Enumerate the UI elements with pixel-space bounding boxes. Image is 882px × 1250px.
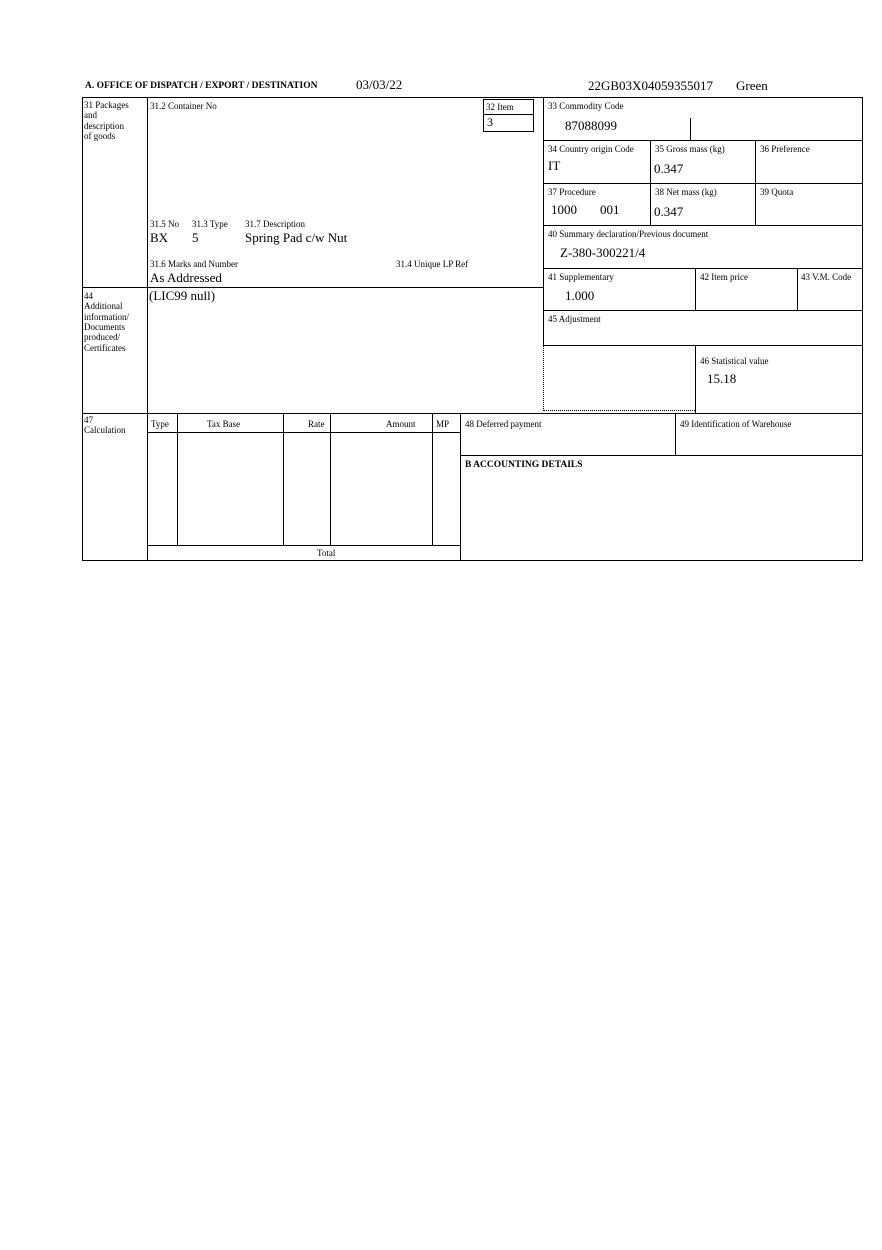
dispatch-date: 03/03/22 [356,77,403,92]
calc-col-header-taxbase: Tax Base [207,419,241,429]
vm-code-label: 43 V.M. Code [801,272,852,282]
net-mass-value: 0.347 [654,204,684,219]
stat-area-dotted-left-line [543,345,544,411]
box44-side-label-line1: 44 [84,291,93,301]
box44-side-label-line3: information/ [84,311,129,322]
box40-bottom-line [543,268,863,269]
center-divider-line [543,97,544,345]
deferred-payment-label: 48 Deferred payment [465,419,542,429]
preference-label: 36 Preference [760,144,810,154]
item-price-label: 42 Item price [700,272,748,282]
box47-side-label-line1: 47 [84,415,93,425]
box47-side-label [84,415,126,436]
calc-col-header-amount: Amount [386,419,416,429]
packages-type-label: 31.3 Type [192,219,228,229]
gross-mass-label: 35 Gross mass (kg) [655,144,725,154]
box31-side-label-line4: of goods [84,131,116,142]
item-box-right-line [533,99,534,132]
box33-bottom-line [543,140,863,141]
warehouse-id-label: 49 Identification of Warehouse [680,419,792,429]
calc-col-header-mp: MP [436,419,450,429]
country-origin-value: IT [548,158,561,173]
box34-35-divider [650,140,651,225]
box47-side-label-line2: Calculation [84,425,126,436]
goods-description-label: 31.7 Description [245,219,305,229]
box31-side-label-line2: and [84,110,97,121]
additional-information-value: (LIC99 null) [149,288,216,303]
packages-type-value: 5 [192,230,199,245]
box44-side-label-line5: produced/ [84,332,120,343]
calc-col-amount-line [432,413,433,545]
box45-bottom-line [543,345,863,346]
box44-side-label-line4: Documents [84,322,125,333]
procedure-code-secondary-value: 001 [600,202,620,217]
box41-42-divider [695,268,696,310]
box31-side-label [84,100,129,141]
calc-table-header-line [147,432,461,433]
form-top-border [82,97,863,98]
box41-row-bottom-line [543,310,863,311]
container-no-label: 31.2 Container No [150,101,217,111]
side-label-column-line [147,97,148,561]
box35-36-divider [755,140,756,225]
box48-bottom-line [460,455,863,456]
summary-declaration-value: Z-380-300221/4 [560,245,646,260]
gross-mass-value: 0.347 [654,161,684,176]
routing-indicator: Green [736,78,768,93]
mrn-number: 22GB03X04059355017 [588,78,713,93]
net-mass-label: 38 Net mass (kg) [655,187,717,197]
accounting-details-label: B ACCOUNTING DETAILS [465,460,583,470]
box44-side-label [84,291,129,353]
calc-col-taxbase-line [283,413,284,545]
quota-label: 39 Quota [760,187,794,197]
supplementary-units-value: 1.000 [565,288,595,303]
supplementary-units-label: 41 Supplementary [548,272,614,282]
item-box-bottom-line [483,131,534,132]
country-origin-label: 34 Country origin Code [548,144,634,154]
box42-43-divider [797,268,798,310]
summary-declaration-label: 40 Summary declaration/Previous document [548,229,709,239]
box44-side-label-line6: Certificates [84,342,126,353]
marks-numbers-value: As Addressed [150,270,222,285]
item-box-top-line [483,99,534,100]
goods-description-value: Spring Pad c/w Nut [245,230,348,245]
statistical-value-value: 15.18 [707,371,737,386]
calc-col-header-type: Type [151,419,169,429]
calc-col-header-rate: Rate [308,419,325,429]
commodity-code-value: 87088099 [565,118,617,133]
unique-lp-ref-label: 31.4 Unique LP Ref [396,259,469,269]
packages-no-label: 31.5 No [150,219,179,229]
calc-total-label: Total [317,548,336,558]
procedure-code-value: 1000 [551,202,577,217]
box46-left-line [695,345,696,413]
item-number-value: 3 [487,115,493,129]
item-number-label: 32 Item [486,102,514,112]
form-bottom-border [82,560,863,561]
statistical-value-label: 46 Statistical value [700,356,769,366]
commodity-code-label: 33 Commodity Code [548,101,624,111]
item-box-left-line [483,99,484,132]
form-right-border [862,97,863,561]
commodity-code-separator-tick [690,118,691,140]
box31-side-label-line1: 31 Packages [84,100,129,110]
stat-area-dotted-bottom-line [543,410,695,411]
box37-row-bottom-line [543,225,863,226]
form-left-border [82,97,83,561]
box47-top-line [82,413,863,414]
box44-side-label-line2: Additional [84,301,123,312]
box34-row-bottom-line [543,183,863,184]
box31-side-label-line3: description [84,120,124,131]
packages-no-value: BX [150,230,169,245]
calc-col-rate-line [330,413,331,545]
marks-numbers-label: 31.6 Marks and Number [150,259,238,269]
calc-table-right-line [460,413,461,560]
office-of-dispatch-label: A. OFFICE OF DISPATCH / EXPORT / DESTINATION [85,81,318,91]
calc-col-type-line [177,413,178,545]
calc-table-total-line [147,545,461,546]
procedure-label: 37 Procedure [548,187,596,197]
box48-49-divider [675,413,676,455]
adjustment-label: 45 Adjustment [548,314,601,324]
